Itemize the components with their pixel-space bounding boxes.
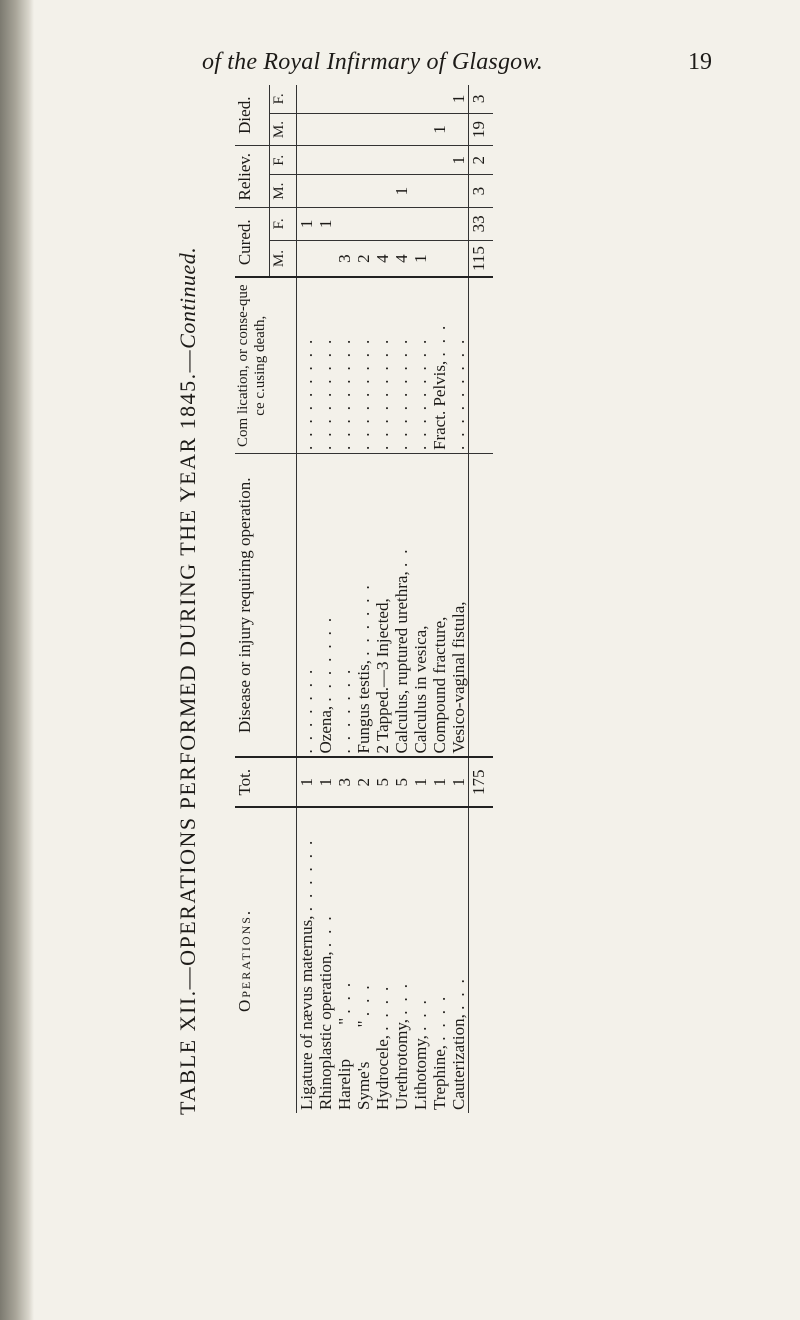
header-operations: Operations.: [235, 807, 297, 1113]
operation-item: Ligature of nævus maternus, ......: [297, 831, 316, 1110]
cured-f-column: 1 1: [297, 208, 469, 241]
total-died-m: 19: [469, 113, 494, 146]
table-title-continued: Continued.: [175, 246, 200, 349]
running-head: [0, 47, 800, 83]
disease-item: Vesico-vaginal fistula,: [449, 601, 468, 754]
header-reliev-m: M.: [270, 175, 297, 208]
page-gutter-shadow: [0, 0, 34, 1320]
table-title-main: TABLE XII.—OPERATIONS PERFORMED DURING THE YEAR 1845.—: [175, 348, 200, 1115]
complication-list: ......... ......... ......... ......... ......... ......... ......... Fract. Pelvis, ... .........: [297, 277, 469, 453]
operation-item: Trephine, ....: [430, 987, 449, 1110]
cured-m-column: 3 2 4 4 1: [297, 240, 469, 277]
header-cured-f: F.: [270, 208, 297, 241]
total-reliev-f: 2: [469, 146, 494, 175]
died-f-column: 1: [449, 94, 468, 104]
disease-list: [297, 453, 469, 757]
reliev-f-column: 1: [297, 146, 469, 175]
header-died-f: F.: [270, 85, 297, 113]
operation-item: Hydrocele, ....: [373, 977, 392, 1110]
total-tot: 175: [469, 758, 494, 807]
total-reliev-m: 3: [469, 175, 494, 208]
disease-item: Calculus, ruptured urethra, ..: [392, 540, 411, 754]
disease-item: .......: [297, 660, 316, 754]
header-complication: Com lication, or conse-que ce c.using death,: [235, 277, 297, 453]
reliev-m-column: 1: [297, 175, 469, 208]
disease-item: Fungus testis, ......: [354, 576, 373, 754]
operation-item: Rhinoplastic operation, ...: [316, 907, 335, 1110]
operation-item: Harelip " ...: [335, 973, 354, 1110]
disease-item: .......: [335, 660, 354, 754]
tot-column: 1 1 3 2 5 5 1 1 1: [297, 758, 469, 807]
header-disease: Disease or injury requiring operation.: [235, 453, 297, 757]
disease-item: Ozena, .......: [316, 608, 335, 754]
total-died-f: 3: [469, 85, 494, 113]
disease-item: 2 Tapped.—3 Injected,: [373, 598, 392, 754]
header-reliev: Reliev.: [235, 146, 270, 208]
operation-item: Syme's " ...: [354, 976, 373, 1110]
header-tot: Tot.: [235, 758, 297, 807]
disease-item: Compound fracture,: [430, 616, 449, 754]
table-title: [175, 85, 201, 1115]
operation-item: Urethrotomy, ...: [392, 975, 411, 1110]
header-cured: Cured.: [235, 208, 270, 278]
page-number: 19: [688, 49, 712, 75]
header-reliev-f: F.: [270, 146, 297, 175]
running-head-title: of the Royal Infirmary of Glasgow.: [202, 49, 543, 75]
totals-row: [469, 85, 494, 1113]
table-body-row: [297, 85, 469, 1113]
operation-item: Cauterization, ...: [449, 970, 468, 1110]
header-cured-m: M.: [270, 240, 297, 277]
operations-list: [297, 807, 469, 1113]
total-cured-m: 115: [469, 240, 494, 277]
operations-table: [235, 85, 493, 1113]
complication-item: Fract. Pelvis, ...: [430, 316, 449, 450]
header-died: Died.: [235, 85, 270, 146]
header-died-m: M.: [270, 113, 297, 146]
operation-item: Lithotomy, ...: [411, 991, 430, 1110]
total-cured-f: 33: [469, 208, 494, 241]
rotated-table-page: [175, 85, 505, 1115]
died-m-column: 1: [297, 113, 469, 146]
disease-item: Calculus in vesica,: [411, 625, 430, 754]
